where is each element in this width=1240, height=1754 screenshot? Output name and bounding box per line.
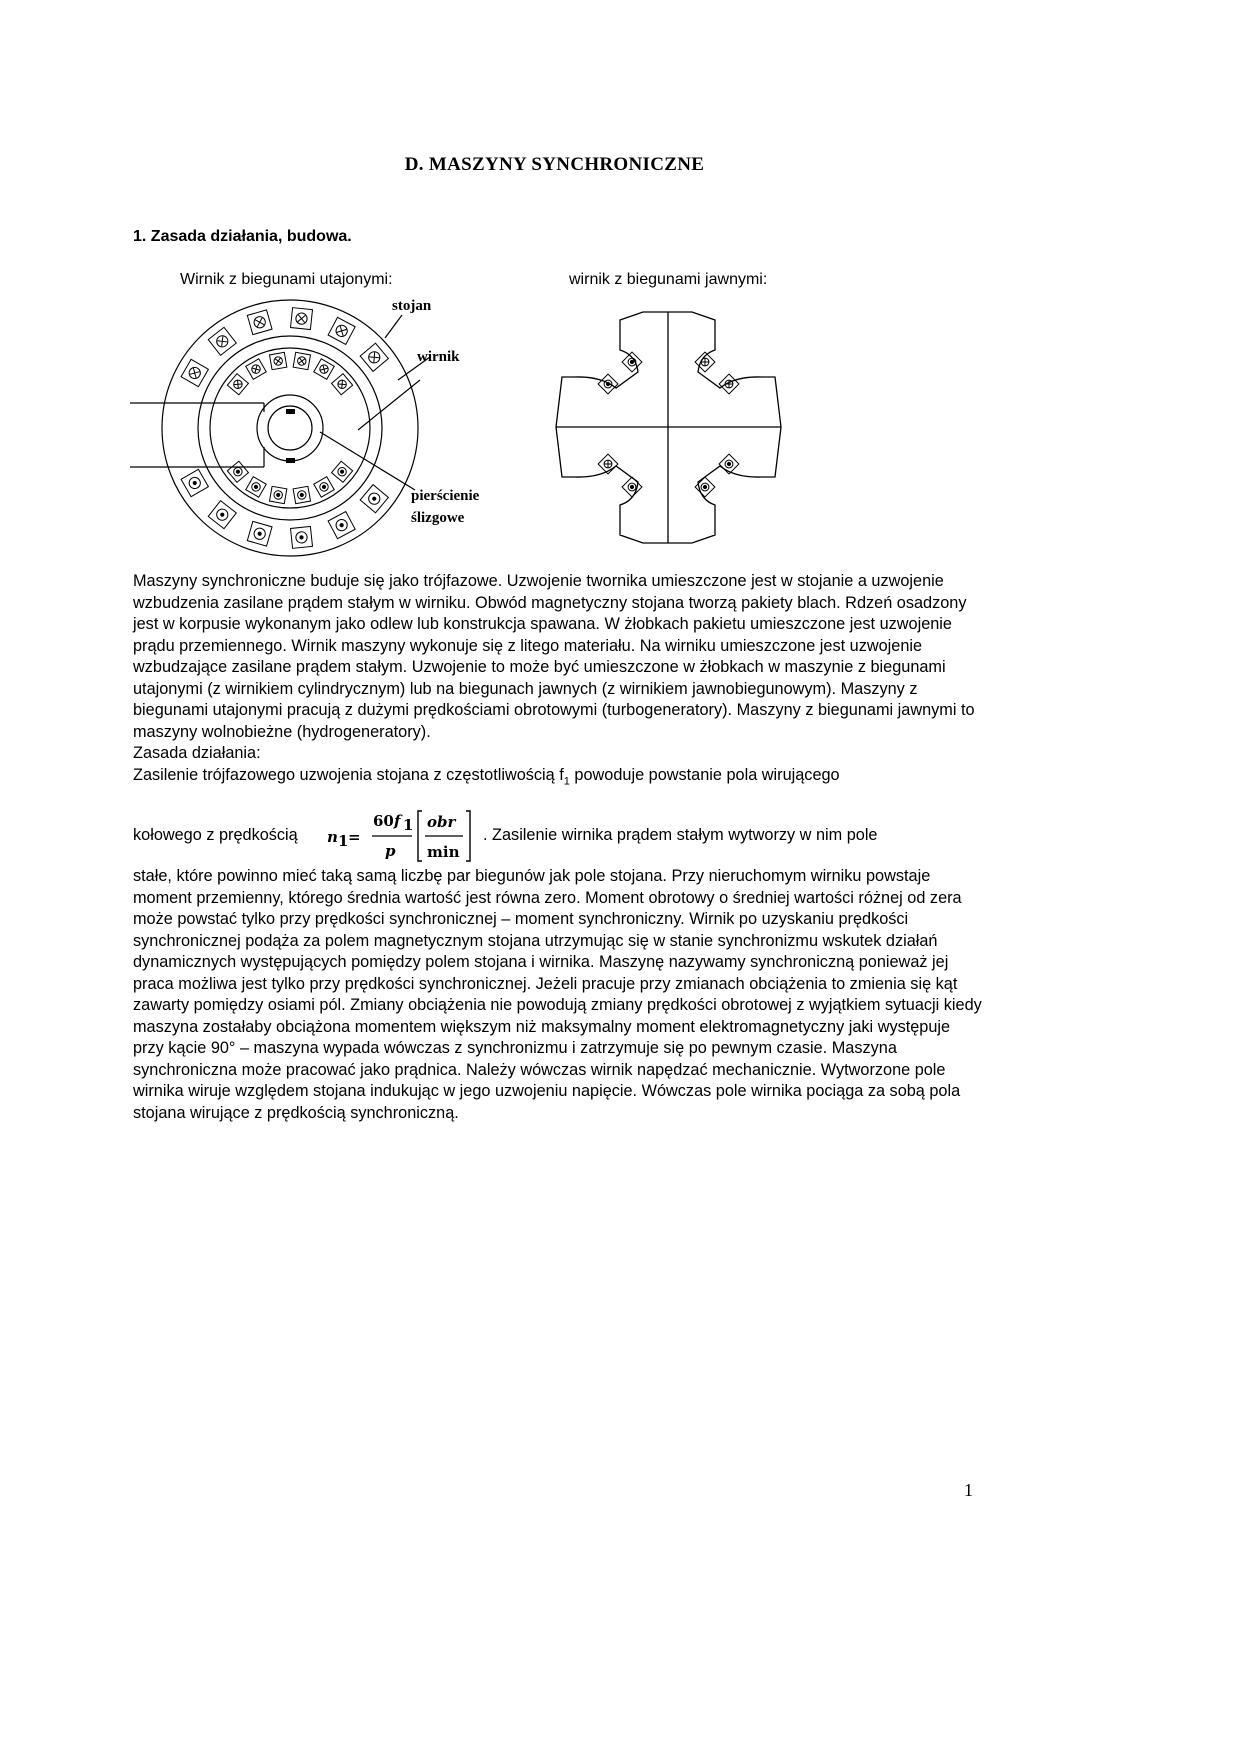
- formula-denominator: p: [385, 842, 396, 860]
- formula-numerator: 60: [373, 812, 394, 830]
- winding-slot: [208, 501, 236, 529]
- winding-slot: [314, 477, 334, 497]
- winding-slot: [181, 359, 208, 386]
- principle-intro-text: Zasilenie trójfazowego uzwojenia stojana z częstotliwością f: [133, 765, 564, 784]
- formula-line: [133, 808, 983, 864]
- label-stator: stojan: [392, 298, 432, 314]
- winding-slot: [291, 526, 313, 548]
- winding-slot: [314, 359, 334, 379]
- formula-suffix: . Zasilenie wirnika prądem stałym wytworzy w nim pole: [483, 826, 878, 844]
- winding-slot: [622, 352, 642, 372]
- paragraph-principle: [133, 866, 983, 1124]
- cylindrical-rotor-diagram: [130, 292, 510, 562]
- label-rotor: wirnik: [417, 349, 460, 365]
- label-slip-rings-1: pierścienie: [411, 488, 480, 504]
- winding-slot: [270, 352, 287, 369]
- formula-equals: =: [348, 828, 361, 846]
- winding-slot: [247, 521, 272, 546]
- formula-unit-top: obr: [427, 813, 456, 831]
- winding-slot: [719, 374, 739, 394]
- speed-formula: [323, 808, 483, 864]
- winding-slot: [328, 317, 355, 344]
- winding-slot: [293, 486, 310, 503]
- salient-pole-rotor-diagram: [550, 305, 790, 545]
- section-heading: 1. Zasada działania, budowa.: [133, 228, 352, 245]
- winding-slot: [227, 374, 248, 395]
- page-number: 1: [964, 1480, 973, 1500]
- formula-lhs: n: [327, 828, 338, 846]
- winding-slot: [293, 352, 310, 369]
- paragraph-construction-text: Maszyny synchroniczne buduje się jako trójfazowe. Uzwojenie twornika umieszczone jest w stojanie a uzwojenie wzbudzenia zasilane prądem stałym w wirniku. Obwód magnetyczny stojana tworzą pakiety blach. Rdzeń osadzony jest w korpusie wykonanym jako odlew lub konstrukcja spawana. W żłobkach pakietu umieszczone jest uzwojenie prądu przemiennego. Wirnik maszyny wykonuje się z litego materiału. Na wirniku umieszczone jest uzwojenie wzbudzające zasilane prądem stałym. Uzwojenie to może być umieszczone w żłobkach w maszynie z biegunami utajonymi (z wirnikiem cylindrycznym) lub na biegunach jawnych (z wirnikiem jawnobiegunowym). Maszyny z biegunami utajonymi pracują z dużymi prędkościami obrotowymi (turbogeneratory). Maszyny z biegunami jawnymi to maszyny wolnobieżne (hydrogeneratory).: [133, 572, 975, 741]
- winding-slot: [208, 327, 236, 355]
- left-figure-caption: Wirnik z biegunami utajonymi:: [180, 271, 393, 288]
- winding-slot: [270, 486, 287, 503]
- winding-slot: [181, 469, 208, 496]
- paragraph-principle-text: stałe, które powinno mieć taką samą liczbę par biegunów jak pole stojana. Przy nieruchomym wirniku powstaje moment przemienny, którego średnia wartość jest równa zero. Moment obrotowy o średniej wartości różnej od zera może powstać tylko przy prędkości synchronicznej – moment synchroniczny. Wirnik po uzyskaniu prędkości synchronicznej podąża za polem magnetycznym stojana utrzymując się w stanie synchronizmu wskutek działań dynamicznych występujących pomiędzy polem stojana i wirnika. Maszynę nazywamy synchroniczną ponieważ jej praca możliwa jest tylko przy prędkości synchronicznej. Jeżeli pracuje przy zmianach obciążenia to zmienia się kąt zawarty pomiędzy osiami pól. Zmiany obciążenia nie powodują zmiany prędkości obrotowej z wyjątkiem sytuacji kiedy maszyna zostałaby obciążona momentem większym niż maksymalny moment elektromagnetyczny jaki występuje przy kącie 90° – maszyna wypada wówczas z synchronizmu i zatrzymuje się po pewnym czasie. Maszyna synchroniczna może pracować jako prądnica. Należy wówczas wirnik napędzać mechanicznie. Wytworzone pole wirnika wiruje względem stojana indukując w jego uzwojeniu napięcie. Wówczas pole wirnika pociąga za sobą pola stojana wirujące z prędkością synchroniczną.: [133, 867, 982, 1122]
- formula-prefix: kołowego z prędkością: [133, 826, 298, 844]
- winding-slot: [227, 461, 248, 482]
- formula-lhs-sub: 1: [338, 832, 349, 850]
- formula-num-var: f: [394, 812, 401, 830]
- winding-slot: [622, 477, 642, 497]
- winding-slot: [328, 512, 355, 539]
- principle-intro-end: powoduje powstanie pola wirującego: [569, 765, 840, 784]
- winding-slot: [332, 374, 353, 395]
- principle-intro: [133, 765, 983, 793]
- winding-slot: [246, 359, 266, 379]
- winding-slot: [247, 310, 272, 335]
- winding-slot: [360, 485, 388, 513]
- principle-heading: Zasada działania:: [133, 744, 261, 762]
- paragraph-construction: [133, 571, 983, 792]
- winding-slot: [695, 477, 715, 497]
- right-figure-caption: wirnik z biegunami jawnymi:: [569, 271, 768, 288]
- frequency-subscript: 1: [563, 774, 570, 787]
- formula-num-sub: 1: [403, 816, 414, 834]
- winding-slot: [598, 374, 618, 394]
- winding-slot: [291, 308, 313, 330]
- formula-unit-bottom: min: [427, 843, 460, 861]
- page-title: D. MASZYNY SYNCHRONICZNE: [404, 154, 705, 175]
- winding-slot: [246, 477, 266, 497]
- winding-slot: [360, 343, 388, 371]
- winding-slot: [332, 461, 353, 482]
- label-slip-rings-2: ślizgowe: [411, 510, 465, 526]
